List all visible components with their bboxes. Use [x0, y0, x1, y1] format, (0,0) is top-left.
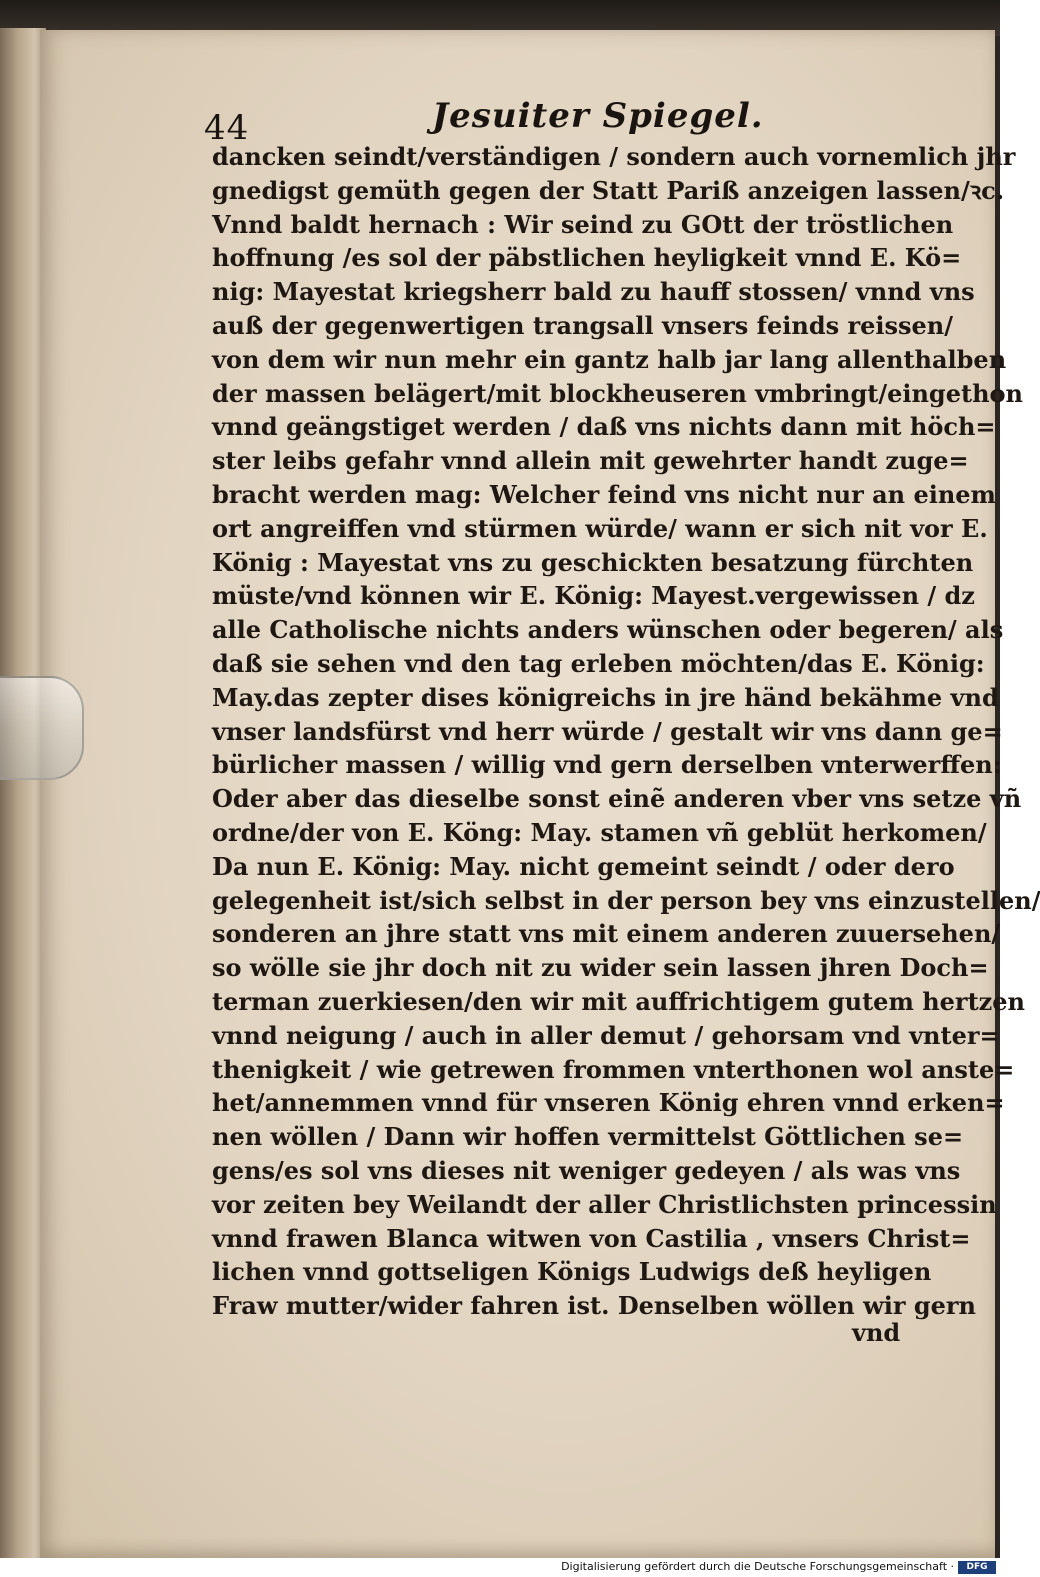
text-line: der massen belägert/mit blockheuseren vmbringt/eingethon: [212, 378, 1023, 408]
text-line: gnedigst gemüth gegen der Statt Pariß anzeigen lassen/ꝛc.: [212, 175, 1005, 205]
text-line: terman zuerkiesen/den wir mit auffrichtigem gutem hertzen: [212, 986, 1025, 1016]
text-line: ster leibs gefahr vnnd allein mit gewehrter handt zuge=: [212, 446, 969, 476]
text-line: ort angreiffen vnd stürmen würde/ wann er sich nit vor E.: [212, 513, 988, 543]
text-line: sonderen an jhre statt vns mit einem anderen zuuersehen/: [212, 919, 1001, 949]
text-line: nen wöllen / Dann wir hoffen vermittelst Göttlichen se=: [212, 1122, 964, 1152]
text-line: Vnnd baldt hernach : Wir seind zu GOtt der tröstlichen: [212, 209, 954, 239]
text-line: thenigkeit / wie getrewen frommen vnterthonen wol anste=: [212, 1054, 1015, 1084]
text-line: König : Mayestat vns zu geschickten besatzung fürchten: [212, 547, 974, 577]
text-line: auß der gegenwertigen trangsall vnsers feinds reissen/: [212, 310, 954, 340]
text-line: het/annemmen vnnd für vnseren König ehren vnnd erken=: [212, 1088, 1005, 1118]
footer-credit: Digitalisierung gefördert durch die Deutsche Forschungsgemeinschaft ·: [561, 1560, 954, 1573]
text-line: ordne/der von E. Köng: May. stamen vñ geblüt herkomen/: [212, 817, 987, 847]
text-line: gelegenheit ist/sich selbst in der person bey vns einzustellen/: [212, 885, 1040, 915]
book-clip: [0, 676, 84, 780]
text-line: von dem wir nun mehr ein gantz halb jar lang allenthalben: [212, 344, 1007, 374]
text-line: hoffnung /es sol der päbstlichen heyligkeit vnnd E. Kö=: [212, 243, 962, 273]
text-line: müste/vnd können wir E. König: Mayest.vergewissen / dz: [212, 581, 975, 611]
text-line: vnnd neigung / auch in aller demut / gehorsam vnd vnter=: [212, 1020, 1000, 1050]
catchword: vnd: [852, 1318, 901, 1347]
text-line: vnser landsfürst vnd herr würde / gestalt wir vns dann ge=: [212, 716, 1003, 746]
text-line: vnnd geängstiget werden / daß vns nichts dann mit höch=: [212, 412, 996, 442]
text-line: May.das zepter dises königreichs in jre händ bekähme vnd: [212, 682, 999, 712]
text-line: Fraw mutter/wider fahren ist. Denselben wöllen wir gern: [212, 1291, 977, 1321]
text-line: vnnd frawen Blanca witwen von Castilia , vnsers Christ=: [212, 1223, 971, 1253]
body-text: [212, 140, 1040, 1323]
text-line: vor zeiten bey Weilandt der aller Christlichsten princessin: [212, 1189, 997, 1219]
dfg-logo-icon: DFG: [958, 1561, 996, 1574]
text-line: bracht werden mag: Welcher feind vns nicht nur an einem: [212, 479, 996, 509]
text-line: Oder aber das dieselbe sonst einẽ anderen vber vns setze vñ: [212, 784, 1022, 814]
text-line: bürlicher massen / willig vnd gern derselben vnterwerffen:: [212, 750, 1002, 780]
text-line: Da nun E. König: May. nicht gemeint seindt / oder dero: [212, 851, 955, 881]
text-line: alle Catholische nichts anders wünschen oder begeren/ als: [212, 615, 1004, 645]
running-title: Jesuiter Spiegel.: [432, 96, 764, 136]
text-line: so wölle sie jhr doch nit zu wider sein lassen jhren Doch=: [212, 953, 989, 983]
text-line: dancken seindt/verständigen / sondern auch vornemlich jhr: [212, 142, 1016, 171]
text-line: nig: Mayestat kriegsherr bald zu hauff stossen/ vnnd vns: [212, 277, 975, 307]
text-line: lichen vnnd gottseligen Königs Ludwigs deß heyligen: [212, 1257, 932, 1287]
text-line: daß sie sehen vnd den tag erleben möchten/das E. König:: [212, 648, 985, 678]
page-number: 44: [204, 108, 250, 148]
text-line: gens/es sol vns dieses nit weniger gedeyen / als was vns: [212, 1155, 961, 1185]
